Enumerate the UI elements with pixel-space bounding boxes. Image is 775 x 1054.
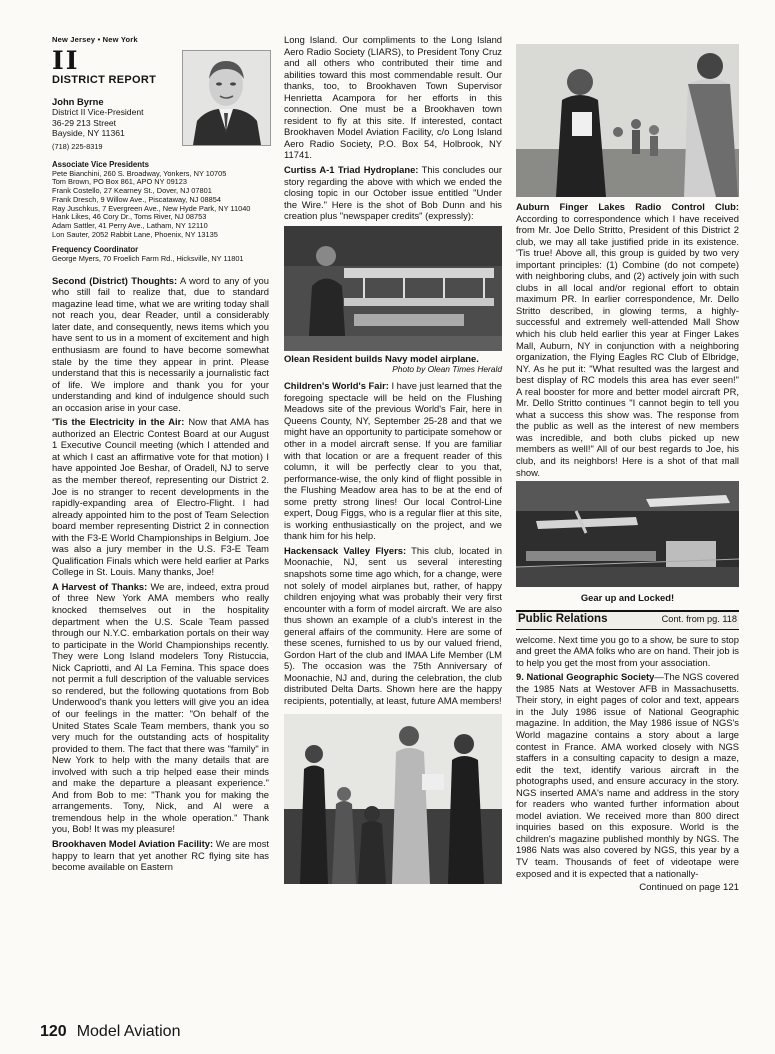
column-2 <box>284 34 502 884</box>
hydroplane-photo <box>284 226 502 351</box>
article-paragraph: Long Island. Our compliments to the Long Island Aero Radio Society (LIARS), to President Tony Cruz and all others who contributed their time and abilities toward this most commendable result. Our thanks, too, to Brookhaven Town Supervisor Henrietta Acampora for her efforts in this connection. One must be a Brookhaven town resident to fly at this site. If interested, contact Brookhaven Model Aviation Facility, c/o Long Island Aero Radio Society, P.O. Box 54, Holbrook, NY 11741. <box>284 34 502 161</box>
paragraph-lead: 'Tis the Electricity in the Air: <box>52 416 185 428</box>
paragraph-lead: Brookhaven Model Aviation Facility: <box>52 837 214 849</box>
list-item: Lon Sauter, 2052 Rabbit Lane, Phoenix, NY 13135 <box>52 229 218 239</box>
article-paragraph: A Harvest of Thanks: We are, indeed, extra proud of three New York AMA members who really knocked themselves out in the hospitality department when the U.S. Scale Team passed through our N.Y.C. embarkation portals on their way to participate in the World Championships recently. They were Long Island modelers Tony Ristuccia, Nick Capriotti, and Al La Femina. This space does not permit a full description of the valuable services so rendered, but the following quotations from Bob Underwood's thank you letters will give you an idea of our feelings in the matter: "On behalf of the United States Scale Team members, thank you so very much for the outstanding acts of hospitality provided to them. The fact that there was "family" in New York to help with the many details that are involved with such a trip helped ease their minds and make the departure a pleasant experience." And from Bob to me: "Thank you for making the arrangements. Tony, Nick, and Al were a tremendous help in the whole operation." Thank you, Bob! It was my pleasure! <box>52 580 269 835</box>
frequency-heading: Frequency Coordinator <box>52 245 139 255</box>
district-number: II <box>52 45 80 75</box>
assoc-vp-heading: Associate Vice Presidents <box>52 159 149 169</box>
pr-title: Public Relations <box>518 613 608 626</box>
list-item: Tom Brown, PO Box 861, APO NY 09123 <box>52 177 188 187</box>
paragraph-lead: Auburn Finger Lakes Radio Control Club: <box>516 201 739 212</box>
list-item: Adam Sattler, 41 Perry Ave., Latham, NY 12110 <box>52 220 208 230</box>
photo-credit: Photo by Olean Times Herald <box>392 364 502 375</box>
column-1 <box>52 34 269 876</box>
article-paragraph: Auburn Finger Lakes Radio Control Club: According to correspondence which I have received from Mr. Joe Dello Stritto, President of this District 2 club, we may all take justified pride in its existence. 'Tis true! Above all, this group is guided by two very important principles: (1) Combine (do not compete) with neighboring clubs, and (2) actively join with such clubs in all local and/or regional effort to obtain maximum PR. In earlier correspondence, Mr. Dello Stritto described, in glowing terms, a highly-successful and extremely well-attended Mall Show which his club held earlier this year at Finger Lakes Mall, Auburn, NY in conjunction with a neighboring organization, the Flying Eagles RC Club of Elbridge, NY. As he put it: "What resulted was the largest and best display of RC models this area has ever seen!" A real booster for more and better model aircraft PR, Mr. Dello Stritto continues "I cannot begin to tell you what a success this show was. The response from the public as well as the interest of new members was incredible, and both clubs picked up new members as well!" All of our best regards to Joe, his club, and its neighbors! Here is a shot of that mall show. <box>516 201 739 478</box>
list-item: Hank Likes, 46 Cory Dr., Toms River, NJ 08753 <box>52 212 207 222</box>
pr-continued-from: Cont. from pg. 118 <box>661 614 737 625</box>
continued-note: Continued on page 121 <box>639 882 739 894</box>
paragraph-lead: A Harvest of Thanks: <box>52 580 148 592</box>
list-item: Ray Juschkus, 7 Evergreen Ave., New Hyde Park, NY 11040 <box>52 203 251 213</box>
pr-section-banner <box>516 610 739 630</box>
article-paragraph: Hackensack Valley Flyers: This club, located in Moonachie, NJ, sent us several interesting snapshots some time ago which, for a change, were not solely of model airplanes but, rather, of happy children enjoying what was probably their very first encounter with a form of model aircraft. We are also thus shown an example of a club's interest in the general affairs of the community. Here are some of these scenes, furnished to us by our valued friend, Gordon Hart of the club and IMAA Life Member (LM 5). The occasion was the 75th Anniversary of Moonachie, NJ and, during the celebration, the club distributed Delta Darts. Shown here are the happy recipients, potentially, at least, future AMA members! <box>284 544 503 707</box>
paragraph-lead: Children's World's Fair: <box>284 380 389 392</box>
vp-name: John Byrne <box>52 96 104 108</box>
list-item: Frank Dresch, 9 Willow Ave., Piscataway, NJ 08854 <box>52 194 221 204</box>
article-paragraph: 9. National Geographic Society—The NGS covered the 1985 Nats at Westover AFB in Massachusetts. Their story, in eight pages of color and text, appears in the July 1986 issue of National Geographic magazine. In addition, the May 1986 issue of NGS's World magazine contains a story about a large contest in France. AMA worked closely with NGS staffers in a consulting capacity to design a maze, edit the text, identify various aircraft in the photographs used, and ensure accuracy in the story. NGS inserted AMA's name and address in the story for readers who wanted further information about model aviation. We received more than 800 direct inquiries based on this exposure. World is the children's magazine published monthly by NGS. The 1986 Nats was also covered by NGS, this year by a TV team. Thousands of feet of videotape were exposed and it is expected that a nationally- <box>516 671 739 879</box>
list-item: Frank Costello, 27 Kearney St., Dover, NJ 07801 <box>52 186 212 196</box>
paragraph-lead: Second (District) Thoughts: <box>52 274 178 286</box>
author-portrait <box>182 50 271 146</box>
article-paragraph: 'Tis the Electricity in the Air: Now that AMA has authorized an Electric Contest Board at our August 1 Executive Council meeting (which I attended and at which I cast an affirmative vote for that motion) I have appointed Joe Beshar, of Oradell, NJ to serve as the member thereof, representing our District 2. Joe is no stranger to recent developments in the rapidly-expanding area of Electro-Flight. I had already appointed him to the post of Team Selection board member representing District 2 in connection with the F3-E World Championships in Belgium. Joe was also a jury member in the U.S. F3-E Team Qualification Finals which were held earlier at Parks College in St. Louis. Many thanks, Joe! <box>52 416 269 578</box>
article-paragraph: welcome. Next time you go to a show, be sure to stop and greet the AMA folks who are on hand. Their job is to help you get the most from your association. <box>516 633 739 668</box>
page-number: 120 <box>40 1023 67 1040</box>
assoc-vp-list <box>52 161 269 239</box>
section-title: DISTRICT REPORT <box>52 73 157 86</box>
portrait-image <box>183 51 270 145</box>
article-paragraph: Curtiss A-1 Triad Hydroplane: This concludes our story regarding the above with which we ended the closing topic in our October issue entitled "Under the Wire." Here is the shot of Bob Dunn and his creation plus "newspaper credits" (expressly): <box>284 164 502 222</box>
region-label: New Jersey • New York <box>52 35 138 44</box>
article-paragraph: Children's World's Fair: I have just learned that the foregoing spectacle will be held on the Flushing Meadows site of the previous World's Fair, here in Queens County, NY, September 25-28 and that we might have an opportunity to participate somehow or other in a model aircraft sense. If you are familiar with that location or are a frequent reader of this column, it will be perfectly clear to you that, performance-wise, the only kind of flight possible in the Flushing Meadow area has to be at the end of some pretty strong lines! Our local Control-Line expert, Doug Figgs, who is a regular flier at this site, is working enthusiastically on the project, and we thank him for his help. <box>284 380 502 542</box>
mall-show-photo <box>516 481 739 587</box>
frequency-coordinator <box>52 246 269 263</box>
photo-caption: Olean Resident builds Navy model airplane. <box>284 352 479 364</box>
paragraph-lead: Curtiss A-1 Triad Hydroplane: <box>284 164 419 176</box>
paragraph-lead: 9. National Geographic Society <box>516 671 655 683</box>
vp-address-line1: 36-29 213 Street <box>52 117 117 128</box>
vp-phone: (718) 225-8319 <box>52 142 103 152</box>
paragraph-lead: Hackensack Valley Flyers: <box>284 544 407 556</box>
vp-address-line2: Bayside, NY 11361 <box>52 127 125 138</box>
frequency-entry: George Myers, 70 Froelich Farm Rd., Hicksville, NY 11801 <box>52 254 244 264</box>
vp-role: District II Vice-President <box>52 107 144 118</box>
children-photo <box>284 714 502 884</box>
article-paragraph: Brookhaven Model Aviation Facility: We are most happy to learn that yet another RC flying site has become available on Eastern <box>52 837 269 873</box>
list-item: Pete Bianchini, 260 S. Broadway, Yonkers, NY 10705 <box>52 168 227 178</box>
page-footer <box>40 1023 180 1041</box>
mall-crowd-photo <box>516 44 739 197</box>
column-3 <box>516 44 739 894</box>
photo-caption: Gear up and Locked! <box>580 592 675 604</box>
article-paragraph: Second (District) Thoughts: A word to any of you who still fail to realize that, due to standard magazine lead time, what we are writing today shall not reach you, dear Reader, until a considerably later date, and consequently, news items which you have sent to us in a moment of excitement and high enthusiasm are found to have become somewhat stale by the time they appear in print. Please understand that this is necessarily a journalistic fact of life. We implore and thank you for your understanding and kind of indulgence should such an occasion arise in your case. <box>52 274 269 413</box>
magazine-name: Model Aviation <box>76 1023 181 1040</box>
